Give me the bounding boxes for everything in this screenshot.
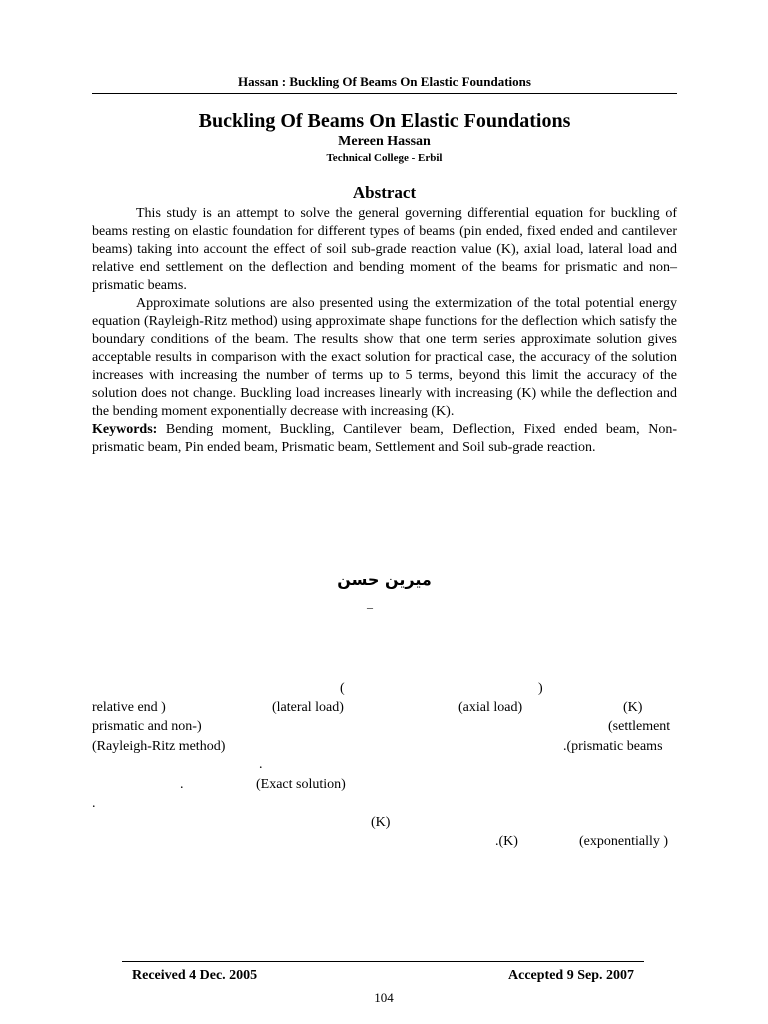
author-affiliation: Technical College - Erbil bbox=[326, 152, 443, 164]
arabic-fragment: .(K) bbox=[495, 834, 518, 849]
running-head: Hassan : Buckling Of Beams On Elastic Foundations bbox=[238, 74, 531, 89]
arabic-fragment: (lateral load) bbox=[272, 700, 344, 715]
accepted-date: Accepted 9 Sep. 2007 bbox=[508, 968, 634, 983]
arabic-fragment: (exponentially ) bbox=[579, 834, 669, 849]
author-name: Mereen Hassan bbox=[338, 134, 431, 149]
arabic-fragment: ( bbox=[340, 681, 345, 696]
arabic-fragment: . bbox=[92, 796, 96, 811]
arabic-fragment: relative end ) bbox=[92, 700, 166, 715]
page-number: 104 bbox=[374, 990, 394, 1005]
arabic-fragment: (Rayleigh-Ritz method) bbox=[92, 739, 226, 754]
abstract-paragraph-2: Approximate solutions are also presented using the extermization of the total potential energy equation (Rayleigh-Ritz method) using approximate shape functions for the deflection which satisfy the boundary conditions of the beam. The results show that one term series approximate solution gives acceptable results in comparison with the exact solution for practical case, the accuracy of the solution increases with increasing the number of terms up to 5 terms, beyond this limit the accuracy of the solution does not change. Buckling load increases linearly with increasing (K) while the deflection and the bending moment exponentially decrease with increasing (K). bbox=[92, 296, 677, 419]
arabic-fragment: . bbox=[259, 757, 263, 772]
arabic-fragment: (Exact solution) bbox=[256, 777, 346, 792]
abstract-heading: Abstract bbox=[352, 183, 417, 202]
keywords bbox=[92, 421, 677, 457]
abstract-body bbox=[92, 205, 677, 457]
article-title: Buckling Of Beams On Elastic Foundations bbox=[198, 110, 571, 132]
arabic-fragment: ) bbox=[538, 681, 543, 696]
keywords-label: Keywords: bbox=[92, 422, 158, 437]
header-rule bbox=[92, 93, 677, 94]
abstract-paragraph-1: This study is an attempt to solve the general governing differential equation for buckling of beams resting on elastic foundation for different types of beams (pin ended, fixed ended and cantilever beams) taking into account the effect of soil sub-grade reaction value (K), axial load, lateral load and relative end settlement on the deflection and bending moment of the beams for prismatic and non–prismatic beams. bbox=[92, 206, 677, 293]
keywords-text: Bending moment, Buckling, Cantilever beam, Deflection, Fixed ended beam, Non-prismatic beam, Pin ended beam, Prismatic beam, Settlement and Soil sub-grade reaction. bbox=[92, 422, 677, 455]
arabic-fragment: .(prismatic beams bbox=[563, 739, 663, 754]
arabic-fragment: (settlement bbox=[608, 719, 671, 734]
arabic-fragment: (K) bbox=[623, 700, 643, 715]
footer-rule bbox=[122, 961, 644, 962]
arabic-author-name: ميرين حسن bbox=[337, 570, 432, 589]
received-date: Received 4 Dec. 2005 bbox=[132, 968, 258, 983]
arabic-fragment: (axial load) bbox=[458, 700, 523, 715]
arabic-fragment: . bbox=[180, 777, 184, 792]
arabic-affiliation-dash: – bbox=[367, 600, 373, 614]
arabic-fragment: (K) bbox=[371, 815, 391, 830]
arabic-fragment: prismatic and non-) bbox=[92, 719, 202, 734]
